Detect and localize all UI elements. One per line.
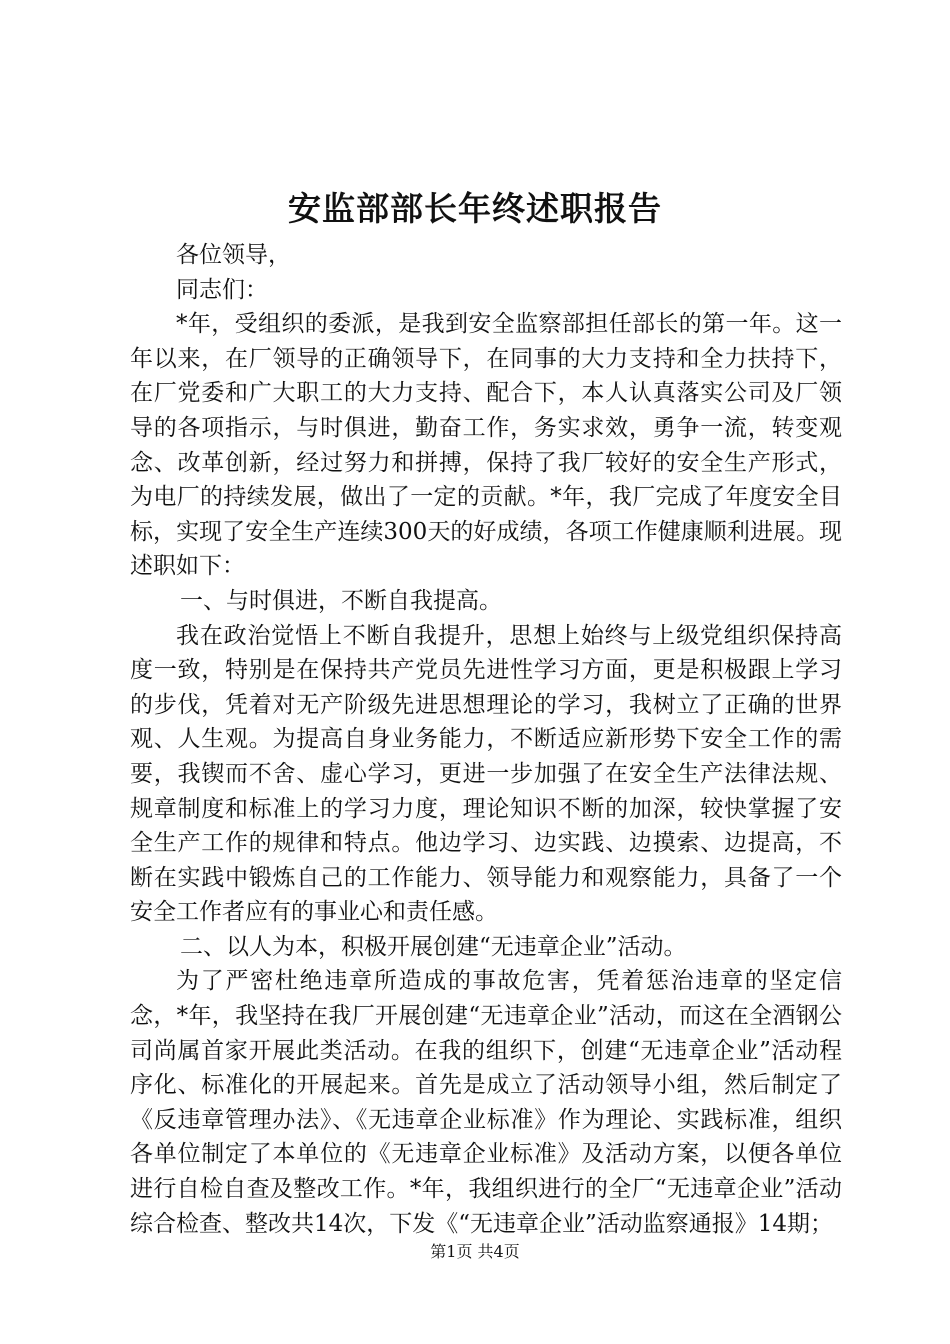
document-body — [130, 238, 842, 1241]
page-footer: 第1页 共4页 — [430, 1242, 520, 1261]
salutation-comrades: 同志们： — [176, 276, 268, 303]
document-title: 安监部部长年终述职报告 — [288, 189, 662, 228]
section-1-paragraph: 我在政治觉悟上不断自我提升，思想上始终与上级党组织保持高度一致，特别是在保持共产党员先进性学习方面，更是积极跟上学习的步伐，凭着对无产阶级先进思想理论的学习，我树立了正确的世界观、人生观。为提高自身业务能力，不断适应新形势下安全工作的需要，我锲而不舍、虚心学习，更进一步加强了在安全生产法律法规、规章制度和标准上的学习力度，理论知识不断的加深，较快掌握了安全生产工作的规律和特点。他边学习、边实践、边摸索、边提高，不断在实践中锻炼自己的工作能力、领导能力和观察能力，具备了一个安全工作者应有的事业心和责任感。 — [130, 622, 842, 926]
section-2-paragraph: 为了严密杜绝违章所造成的事故危害，凭着惩治违章的坚定信念，*年，我坚持在我厂开展创建“无违章企业”活动，而这在全酒钢公司尚属首家开展此类活动。在我的组织下，创建“无违章企业”活动程序化、标准化的开展起来。首先是成立了活动领导小组，然后制定了《反违章管理办法》、《无违章企业标准》作为理论、实践标准，组织各单位制定了本单位的《无违章企业标准》及活动方案，以便各单位进行自检自查及整改工作。*年，我组织进行的全厂“无违章企业”活动综合检查、整改共14次，下发《“无违章企业”活动监察通报》14期； — [130, 968, 842, 1237]
salutation-leaders: 各位领导， — [176, 242, 291, 268]
section-heading-2: 二、以人为本，积极开展创建“无违章企业”活动。 — [180, 933, 687, 960]
section-heading-1: 一、与时俱进，不断自我提高。 — [180, 587, 502, 614]
intro-paragraph: *年，受组织的委派，是我到安全监察部担任部长的第一年。这一年以来，在厂领导的正确领导下，在同事的大力支持和全力扶持下，在厂党委和广大职工的大力支持、配合下，本人认真落实公司及厂领导的各项指示，与时俱进，勤奋工作，务实求效，勇争一流，转变观念、改革创新，经过努力和拼搏，保持了我厂较好的安全生产形式，为电厂的持续发展，做出了一定的贡献。*年，我厂完成了年度安全目标，实现了安全生产连续300天的好成绩，各项工作健康顺利进展。现述职如下： — [130, 311, 842, 580]
